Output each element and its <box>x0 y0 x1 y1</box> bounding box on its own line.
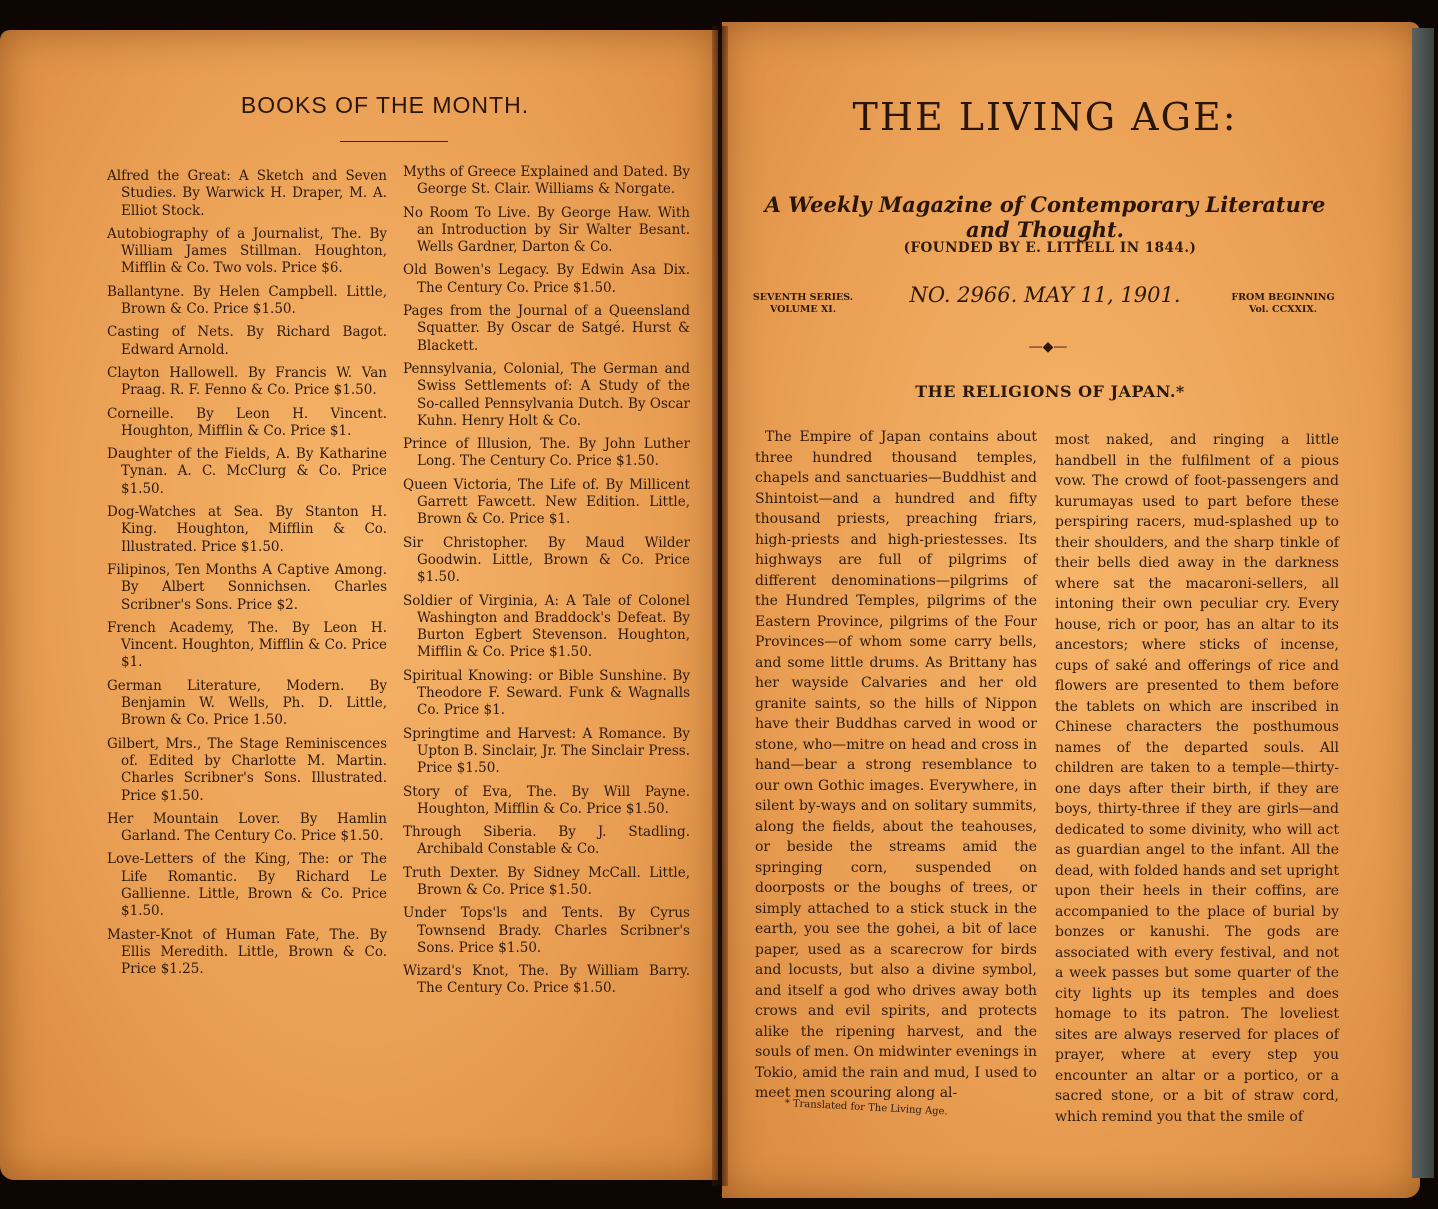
book-entry: Truth Dexter. By Sidney McCall. Little, Brown & Co. Price $1.50. <box>403 864 690 898</box>
book-entry: Ballantyne. By Helen Campbell. Little, Brown & Co. Price $1.50. <box>107 283 387 318</box>
footnote: * Translated for The Living Age. <box>784 1098 948 1118</box>
book-entry: Queen Victoria, The Life of. By Millicent Garrett Fawcett. New Edition. Little, Brown & Co. Price $1. <box>403 476 690 528</box>
book-entry: Dog-Watches at Sea. By Stanton H. King. Houghton, Mifflin & Co. Illustrated. Price $1.50. <box>107 504 387 555</box>
series-line-2: VOLUME XI. <box>769 304 837 315</box>
book-entry: Through Siberia. By J. Stadling. Archibald Constable & Co. <box>403 824 690 858</box>
book-entry: Gilbert, Mrs., The Stage Reminiscences of. Edited by Charlotte M. Martin. Charles Scribner's Sons. Illustrated. Price $1.50. <box>107 735 387 804</box>
title-rule <box>340 141 448 142</box>
book-entry: Daughter of the Fields, A. By Katharine Tynan. A. C. McClurg & Co. Price $1.50. <box>107 446 387 497</box>
article-column-1: The Empire of Japan contains about three hundred thousand temples, chapels and sanctuaries—Buddhist and Shintoist—and a hundred and fifty thousand priests, preaching friars, high-priests and high-priestesses. Its highways are full of pilgrims of different denominations—pilgrims of the Hundred Temples, pilgrims of the Eastern Province, pilgrims of the Four Provinces—of whom some carry bells, and some little drums. As Brittany has her wayside Calvaries and her old granite saints, so the hills of Nippon have their Buddhas carved in wood or stone, who—mitre on head and cross in hand—bear a strong resemblance to our own Gothic images. Everywhere, in silent by-ways and on solitary summits, along the fields, about the teahouses, or beside the streams amid the springing corn, suspended on doorposts or the boughs of trees, or simply attached to a stick stuck in the earth, you see the gohei, a bit of lace paper, used as a scarecrow for birds and locusts, but also a divine symbol, and itself a god who drives away both crows and evil spirits, and protects alike the ripening harvest, and the souls of men. On midwinter evenings in Tokio, amid the rain and mud, I used to meet men scouring along al- <box>755 429 1037 1101</box>
book-entry: Pages from the Journal of a Queensland Squatter. By Oscar de Satgé. Hurst & Blackett. <box>403 303 690 354</box>
book-entry: Casting of Nets. By Richard Bagot. Edward Arnold. <box>107 324 387 358</box>
book-entry: French Academy, The. By Leon H. Vincent. Houghton, Mifflin & Co. Price $1. <box>107 619 387 671</box>
beginning-line-1: FROM BEGINNING <box>1231 292 1335 303</box>
book-entry: Spiritual Knowing: or Bible Sunshine. By Theodore F. Seward. Funk & Wagnalls Co. Price $1. <box>403 667 690 719</box>
books-column-2 <box>403 164 690 1004</box>
book-entry: Corneille. By Leon H. Vincent. Houghton, Mifflin & Co. Price $1. <box>107 405 387 439</box>
book-entry: Wizard's Knot, The. By William Barry. The Century Co. Price $1.50. <box>403 963 690 997</box>
book-entry: Story of Eva, The. By Will Payne. Houghton, Mifflin & Co. Price $1.50. <box>403 783 690 817</box>
article-column-2: most naked, and ringing a little handbell in the fulfilment of a pious vow. The crowd of foot-passengers and kurumayas used to part before these perspiring racers, mud-splashed up to their shoulders, and the sharp tinkle of their bells died away in the darkness where sat the macaroni-sellers, all intoning their own peculiar cry. Every house, rich or poor, has an altar to its ancestors; where sticks of incense, cups of saké and offerings of rice and flowers are presented to them before the tablets on which are inscribed in Chinese characters the posthumous names of the departed souls. All children are taken to a temple—thirty-one days after their birth, if they are boys, thirty-three if they are girls—and dedicated to some divinity, who will act as guardian angel to the infant. All the dead, with folded hands and set upright upon their heels in their coffins, are accompanied to the place of burial by bonzes or kanushi. The gods are associated with every festival, and not a week passes but some quarter of the city lights up its temples and does homage to its patron. The loveliest sites are always reserved for places of prayer, where at every step you encounter an altar or a portico, or a sacred stone, or a bit of straw cord, which remind you that the smile of <box>1055 432 1339 1125</box>
magazine-title: THE LIVING AGE: <box>852 95 1238 139</box>
book-entry: German Literature, Modern. By Benjamin W. Wells, Ph. D. Little, Brown & Co. Price 1.50. <box>107 677 387 729</box>
book-cover-edge <box>1412 28 1434 1178</box>
article-title: THE RELIGIONS OF JAPAN.* <box>915 382 1185 401</box>
book-entry: Her Mountain Lover. By Hamlin Garland. The Century Co. Price $1.50. <box>107 810 387 845</box>
book-entry: Prince of Illusion, The. By John Luther Long. The Century Co. Price $1.50. <box>403 436 690 470</box>
book-entry: Filipinos, Ten Months A Captive Among. By Albert Sonnichsen. Charles Scribner's Sons. Price $2. <box>107 561 387 613</box>
book-entry: Alfred the Great: A Sketch and Seven Studies. By Warwick H. Draper, M. A. Elliot Stock. <box>107 168 387 219</box>
book-entry: Under Tops'ls and Tents. By Cyrus Townsend Brady. Charles Scribner's Sons. Price $1.50. <box>403 905 690 956</box>
book-entry: Master-Knot of Human Fate, The. By Ellis Meredith. Little, Brown & Co. Price $1.25. <box>107 926 387 978</box>
magazine-subtitle: A Weekly Magazine of Contemporary Literature and Thought. <box>764 192 1326 242</box>
book-entry: Autobiography of a Journalist, The. By William James Stillman. Houghton, Mifflin & Co. Two vols. Price $6. <box>107 225 387 277</box>
series-info <box>748 292 858 316</box>
book-entry: Old Bowen's Legacy. By Edwin Asa Dix. The Century Co. Price $1.50. <box>403 262 690 296</box>
beginning-line-2: Vol. CCXXIX. <box>1248 304 1318 315</box>
book-entry: Springtime and Harvest: A Romance. By Upton B. Sinclair, Jr. The Sinclair Press. Price $1.50. <box>403 725 690 777</box>
book-entry: Soldier of Virginia, A: A Tale of Colonel Washington and Braddock's Defeat. By Burton Egbert Stevenson. Houghton, Mifflin & Co. Price $1.50. <box>403 592 690 661</box>
founded-line: (FOUNDED BY E. LITTELL IN 1844.) <box>903 240 1197 256</box>
book-entry: Clayton Hallowell. By Francis W. Van Praag. R. F. Fenno & Co. Price $1.50. <box>107 364 387 399</box>
books-column-1 <box>107 168 387 984</box>
issue-number-date: NO. 2966. MAY 11, 1901. <box>909 283 1181 307</box>
ornament-divider: —◆— <box>1028 339 1068 355</box>
series-line-1: SEVENTH SERIES. <box>752 292 854 303</box>
book-entry: Love-Letters of the King, The: or The Life Romantic. By Richard Le Gallienne. Little, Brown & Co. Price $1.50. <box>107 851 387 920</box>
volume-from-beginning <box>1228 292 1338 316</box>
books-of-the-month-title: BOOKS OF THE MONTH. <box>240 92 530 118</box>
book-gutter <box>712 26 728 1186</box>
book-entry: Sir Christopher. By Maud Wilder Goodwin. Little, Brown & Co. Price $1.50. <box>403 534 690 586</box>
book-entry: No Room To Live. By George Haw. With an Introduction by Sir Walter Besant. Wells Gardner, Darton & Co. <box>403 204 690 256</box>
book-entry: Pennsylvania, Colonial, The German and Swiss Settlements of: A Study of the So-called Pennsylvania Dutch. By Oscar Kuhn. Henry Holt & Co. <box>403 360 690 429</box>
book-entry: Myths of Greece Explained and Dated. By George St. Clair. Williams & Norgate. <box>403 164 690 198</box>
